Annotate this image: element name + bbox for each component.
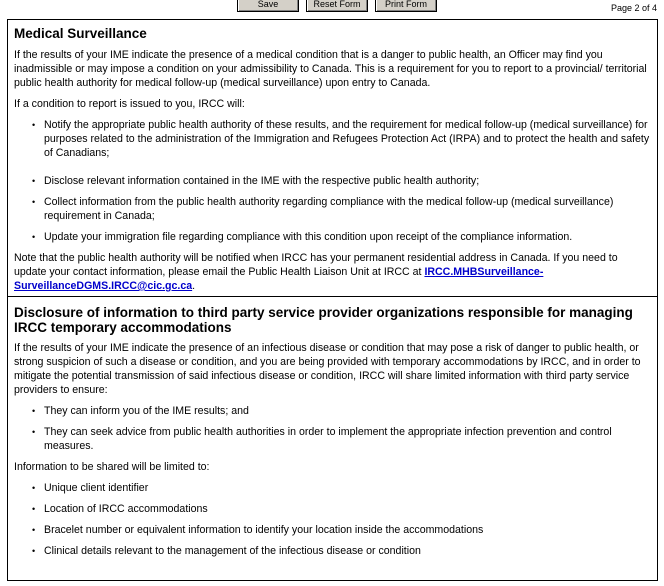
list-item-text: Unique client identifier (44, 482, 149, 494)
list-item (32, 118, 651, 160)
form-toolbar (237, 0, 437, 12)
list-item-text: They can inform you of the IME results; and (44, 405, 249, 417)
note-end: . (192, 280, 196, 292)
list-item (32, 174, 651, 188)
bullet-icon: • (32, 197, 36, 207)
list-item-text: They can seek advice from public health authorities in order to implement the appropriate infection prevention and control measures. (44, 426, 612, 452)
list-item (32, 230, 651, 244)
note-text: Note that the public health authority will be notified when IRCC has your permanent residential address in Canada. If you need to update your contact information, please email the Public Health Liaison Unit at IRCC at (14, 252, 618, 278)
disclosure-section (7, 296, 658, 581)
list-item-text: Location of IRCC accommodations (44, 503, 208, 515)
list-item (32, 195, 651, 223)
bullet-icon: • (32, 176, 36, 186)
print-form-button[interactable]: Print Form (375, 0, 437, 12)
lead-paragraph: Information to be shared will be limited to: (14, 461, 210, 473)
list-item (32, 404, 651, 418)
bullet-icon: • (32, 427, 36, 437)
intro-paragraph: If the results of your IME indicate the presence of an infectious disease or condition that may pose a risk of danger to public health, or strong suspicion of such a disease or condition, and you are being provided with temporary accommodations by IRCC, and in order to mitigate the potential transmission of said infectious disease or condition, IRCC will share limited information with third party service providers to ensure: (14, 342, 641, 396)
medical-surveillance-section (7, 19, 658, 297)
note-paragraph (14, 251, 651, 293)
save-button[interactable]: Save (237, 0, 299, 12)
email-link[interactable]: IRCC.MHBSurveillance-SurveillanceDGMS.IRCC@cic.gc.ca (14, 266, 544, 292)
intro-paragraph: If the results of your IME indicate the presence of a medical condition that is a danger to public health, an Officer may find you inadmissible or may impose a condition on your admissibility to Canada. This is a requirement for you to report to a provincial/ territorial public health authority for medical follow-up (medical surveillance) upon entry to Canada. (14, 49, 647, 89)
purpose-list (14, 404, 651, 453)
list-item-text: Notify the appropriate public health authority of these results, and the requirement for medical follow-up (medical surveillance) for purposes related to the administration of the Immigration and Refugees Protection Act (IRPA) and to protect the health and safety of Canadians; (44, 119, 650, 159)
list-item (32, 523, 651, 537)
list-item-text: Clinical details relevant to the management of the infectious disease or condition (44, 545, 421, 557)
bullet-icon: • (32, 546, 36, 556)
list-item-text: Disclose relevant information contained in the IME with the respective public health authority; (44, 175, 480, 187)
reset-form-button[interactable]: Reset Form (306, 0, 368, 12)
list-item-text: Collect information from the public health authority regarding compliance with the medical follow-up (medical surveillance) requirement in Canada; (44, 196, 614, 222)
bullet-icon: • (32, 232, 36, 242)
bullet-icon: • (32, 483, 36, 493)
list-item (32, 425, 651, 453)
ircc-actions-list (14, 118, 651, 244)
bullet-icon: • (32, 504, 36, 514)
bullet-icon: • (32, 406, 36, 416)
section-title: Medical Surveillance (14, 26, 147, 41)
list-item (32, 502, 651, 516)
list-item (32, 481, 651, 495)
section-title: Disclosure of information to third party service provider organizations responsible for managing IRCC temporary accommodations (14, 305, 633, 335)
page-indicator: Page 2 of 4 (610, 3, 657, 13)
list-item-text: Bracelet number or equivalent information to identify your location inside the accommodations (44, 524, 484, 536)
list-item (32, 544, 651, 558)
bullet-icon: • (32, 120, 36, 130)
bullet-icon: • (32, 525, 36, 535)
lead-paragraph: If a condition to report is issued to you, IRCC will: (14, 98, 245, 110)
shared-info-list (14, 481, 651, 558)
list-item-text: Update your immigration file regarding compliance with this condition upon receipt of the compliance information. (44, 231, 573, 243)
